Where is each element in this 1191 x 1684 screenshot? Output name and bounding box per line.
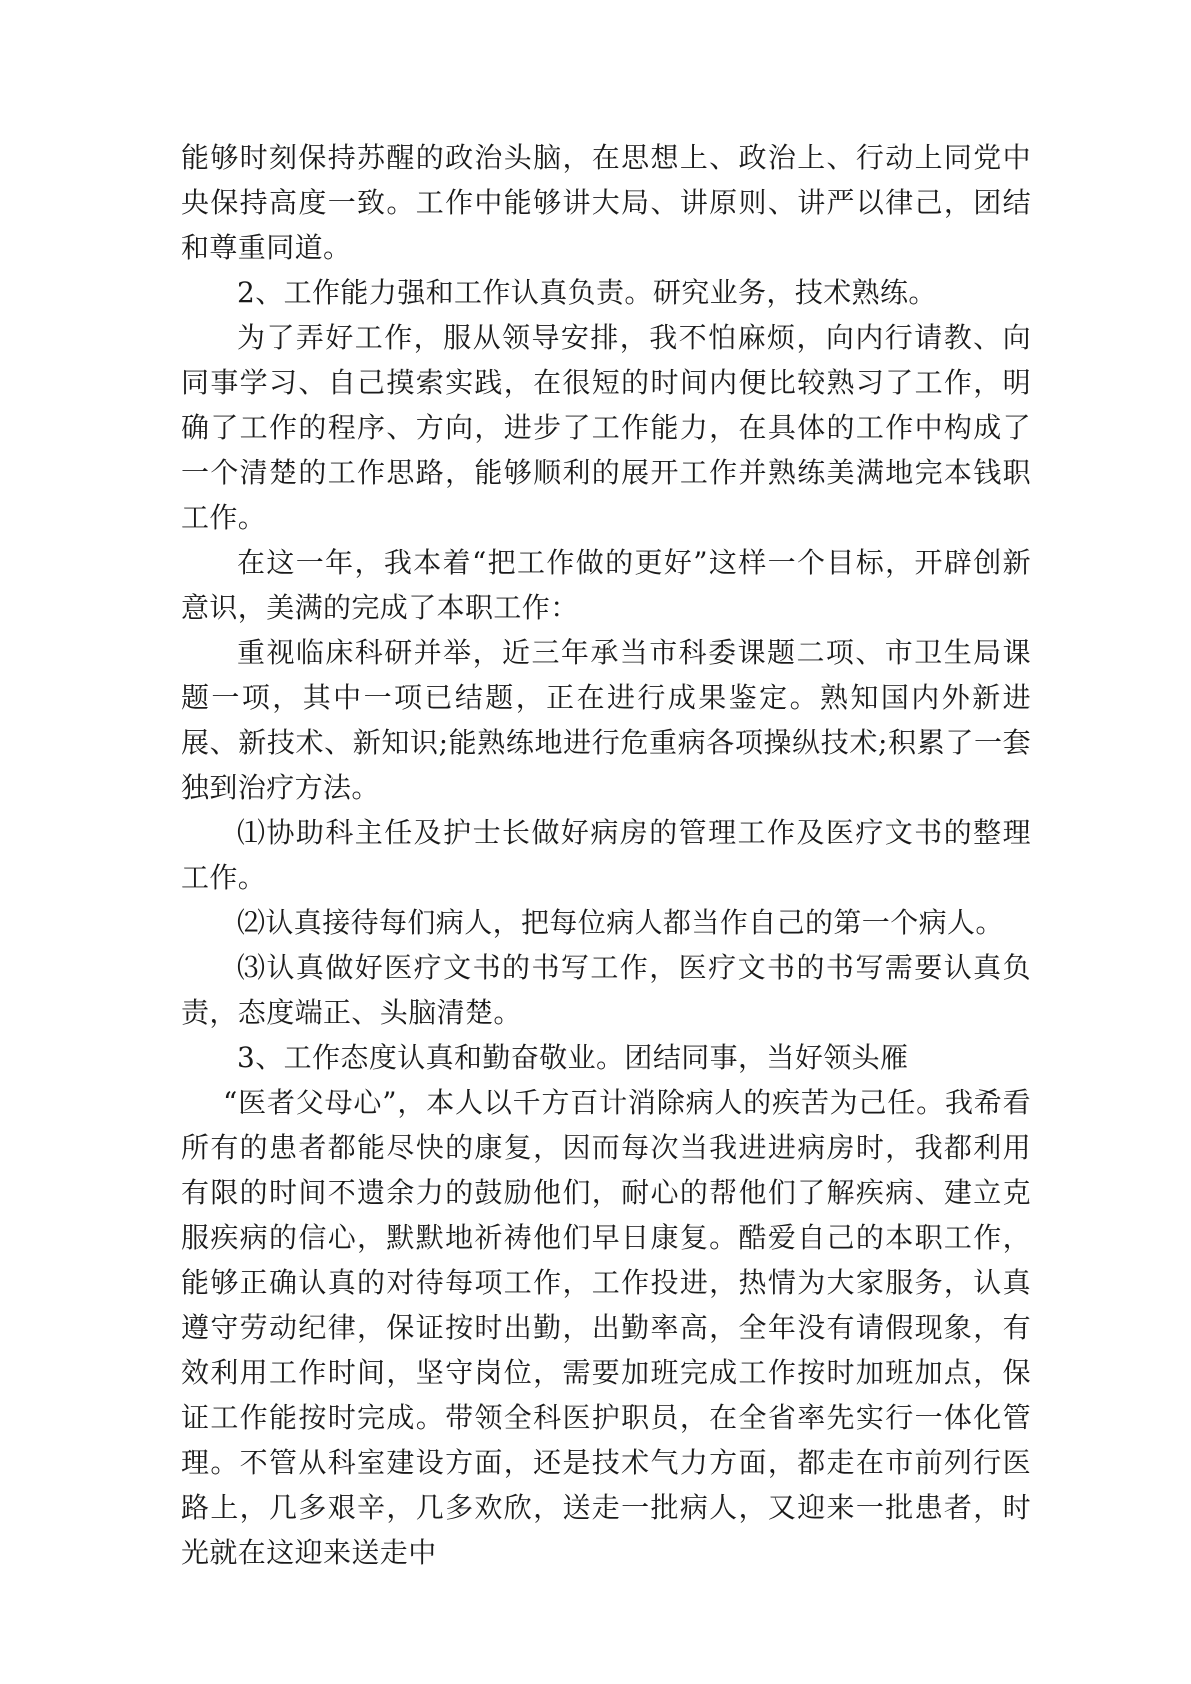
paragraph-item-2: ⑵认真接待每们病人，把每位病人都当作自己的第一个病人。 xyxy=(237,906,1004,939)
paragraph-heading-work-ability: 2、工作能力强和工作认真负责。研究业务，技术熟练。 xyxy=(237,276,937,309)
paragraph-political-stance: 能够时刻保持苏醒的政治头脑，在思想上、政治上、行动上同党中央保持高度一致。工作中能够讲大局、讲原则、讲严以律己，团结和尊重同道。 xyxy=(181,141,1031,264)
paragraph-doctor-heart: “医者父母心”，本人以千方百计消除病人的疾苦为己任。我希看所有的患者都能尽快的康复，因而每次当我进进病房时，我都利用有限的时间不遗余力的鼓励他们，耐心的帮他们了解疾病、建立克服疾病的信心，默默地祈祷他们早日康复。酷爱自己的本职工作，能够正确认真的对待每项工作，工作投进，热情为大家服务，认真遵守劳动纪律，保证按时出勤，出勤率高，全年没有请假现象，有效利用工作时间，坚守岗位，需要加班完成工作按时加班加点，保证工作能按时完成。带领全科医护职员，在全省率先实行一体化管理。不管从科室建设方面，还是技术气力方面，都走在市前列行医路上，几多艰辛，几多欢欣，送走一批病人，又迎来一批患者，时光就在这迎来送走中 xyxy=(181,1086,1031,1569)
paragraph-clinical-research: 重视临床科研并举，近三年承当市科委课题二项、市卫生局课题一项，其中一项已结题，正在进行成果鉴定。熟知国内外新进展、新技术、新知识;能熟练地进行危重病各项操纵技术;积累了一套独到治疗方法。 xyxy=(181,636,1031,804)
paragraph-heading-work-attitude: 3、工作态度认真和勤奋敬业。团结同事，当好领头雁 xyxy=(237,1041,909,1074)
paragraph-yearly-goal: 在这一年，我本着“把工作做的更好”这样一个目标，开辟创新意识，美满的完成了本职工作： xyxy=(181,546,1031,624)
paragraph-learning-work: 为了弄好工作，服从领导安排，我不怕麻烦，向内行请教、向同事学习、自己摸索实践，在很短的时间内便比较熟习了工作，明确了工作的程序、方向，进步了工作能力，在具体的工作中构成了一个清楚的工作思路，能够顺利的展开工作并熟练美满地完本钱职工作。 xyxy=(181,321,1031,534)
paragraph-item-3: ⑶认真做好医疗文书的书写工作，医疗文书的书写需要认真负责，态度端正、头脑清楚。 xyxy=(181,951,1031,1029)
paragraph-item-1: ⑴协助科主任及护士长做好病房的管理工作及医疗文书的整理工作。 xyxy=(181,816,1031,894)
document-body xyxy=(181,135,1031,1575)
